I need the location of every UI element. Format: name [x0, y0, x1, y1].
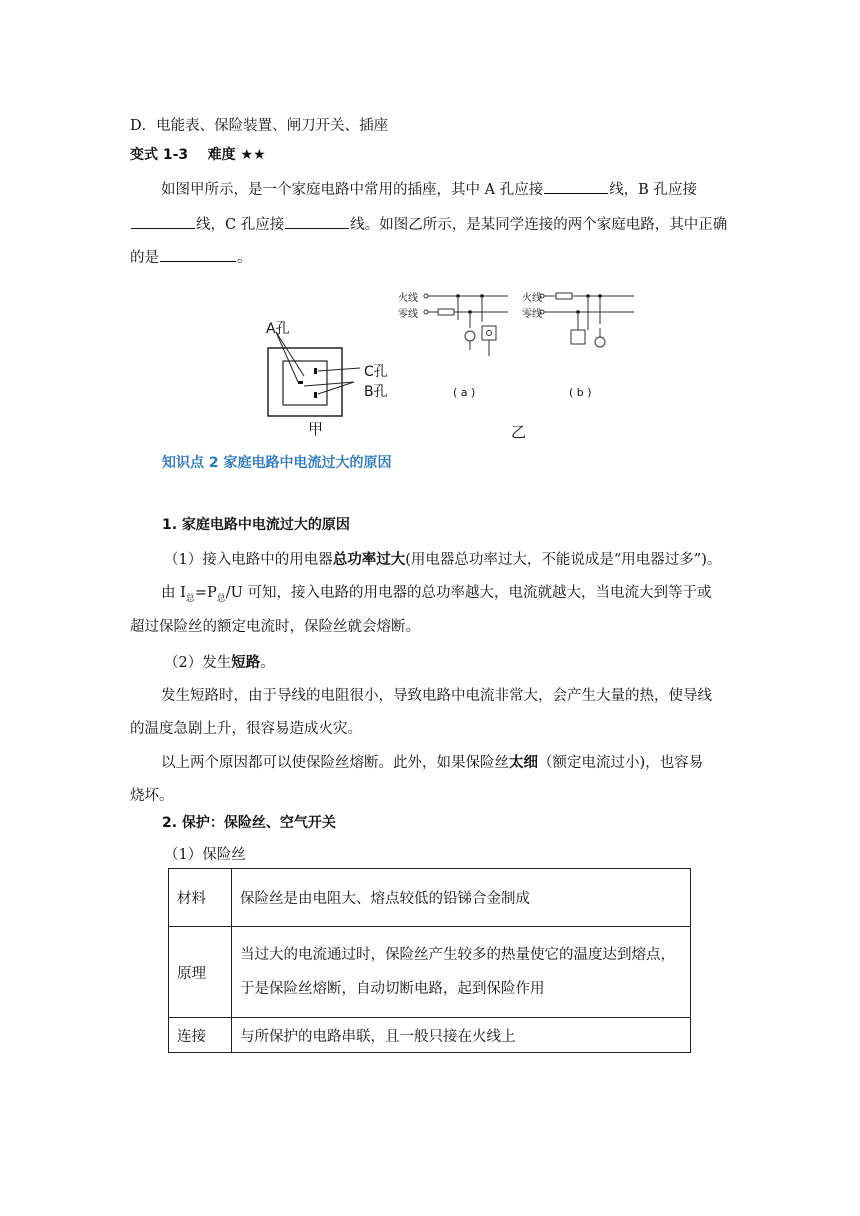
- socket-hole-b: [314, 392, 317, 398]
- table-value-line: 当过大的电流通过时，保险丝产生较多的热量使它的温度达到熔点，: [240, 947, 675, 963]
- table-value-line: 于是保险丝熔断，自动切断电路，起到保险作用: [240, 981, 545, 997]
- socket-hole-a: [298, 381, 303, 384]
- question-line-1: [161, 178, 697, 199]
- fuse: [438, 309, 454, 315]
- formula-line: [161, 581, 712, 604]
- both-note: （额定电流过小)，也容易: [538, 755, 704, 771]
- cause-1-keyword: 总功率过大: [332, 552, 406, 568]
- cause-1-text: （1）接入电路中的用电器: [164, 552, 333, 568]
- variant-label: 变式 1-3: [130, 147, 189, 163]
- blank-a: [544, 179, 608, 194]
- formula-continuation: 超过保险丝的额定电流时，保险丝就会熔断。: [130, 619, 420, 635]
- heading-2: 2. 保护：保险丝、空气开关: [162, 815, 336, 831]
- label-live-a: 火线: [398, 293, 418, 304]
- table-value: 保险丝是由电阻大、熔点较低的铅锑合金制成: [232, 869, 691, 927]
- label-sub-b: ( b ): [569, 386, 592, 399]
- cause-2-text: （2）发生: [164, 655, 232, 671]
- difficulty-label: 难度: [207, 147, 236, 163]
- short-circuit-line-1: 发生短路时，由于导线的电阻很小，导致电路中电流非常大，会产生大量的热，使导线: [161, 688, 712, 704]
- fuse: [556, 293, 572, 299]
- fuse-subheading: （1）保险丝: [164, 847, 246, 863]
- label-a-hole: A孔: [266, 321, 290, 337]
- formula-i: 由 I: [161, 585, 186, 601]
- caption-yi: 乙: [511, 423, 527, 441]
- fuse-table: [168, 868, 691, 1053]
- socket-b: [571, 330, 585, 344]
- blank-c: [285, 214, 349, 229]
- question-text: 线，C 孔应接: [196, 217, 285, 233]
- formula-sub-total: 总: [185, 593, 195, 604]
- option-d: D．电能表、保险装置、闸刀开关、插座: [130, 118, 389, 134]
- both-text: 以上两个原因都可以使保险丝熔断。此外，如果保险丝: [161, 755, 509, 771]
- pointer-a: [276, 332, 298, 382]
- circuit-a: [424, 294, 508, 356]
- difficulty-stars: ★★: [240, 147, 266, 163]
- socket-hole-c: [314, 368, 317, 374]
- label-b-hole: B孔: [364, 384, 388, 400]
- table-key: 连接: [169, 1018, 232, 1053]
- caption-jia: 甲: [308, 420, 324, 438]
- socket-inner-frame: [283, 361, 327, 405]
- blank-b: [131, 214, 195, 229]
- label-neutral-b: 零线: [522, 309, 542, 320]
- question-line-3: [130, 246, 252, 267]
- circuit-b: [540, 293, 634, 347]
- table-key: 材料: [169, 869, 232, 927]
- question-text: 如图甲所示，是一个家庭电路中常用的插座，其中 A 孔应接: [161, 182, 544, 198]
- pointer-a: [276, 332, 304, 376]
- blank-answer: [160, 247, 236, 262]
- label-c-hole: C孔: [364, 364, 388, 380]
- pointer-c: [318, 368, 360, 371]
- both-keyword: 太细: [509, 755, 538, 771]
- section-title: 知识点 2 家庭电路中电流过大的原因: [162, 455, 392, 471]
- lamp: [465, 331, 475, 341]
- formula-sub-total: 总: [216, 593, 226, 604]
- socket-a: [482, 326, 496, 340]
- table-row: [169, 1018, 691, 1053]
- cause-2-keyword: 短路: [231, 655, 261, 671]
- heading-1: 1. 家庭电路中电流过大的原因: [162, 517, 350, 533]
- lamp: [595, 337, 605, 347]
- cause-1-note: (用电器总功率过大，不能说成是“用电器过多”)。: [405, 552, 722, 568]
- short-circuit-line-2: 的温度急剧上升，很容易造成火灾。: [130, 721, 362, 737]
- formula-p: =P: [194, 585, 217, 601]
- cause-2: [164, 651, 275, 672]
- table-row: [169, 869, 691, 927]
- question-text: 的是: [130, 250, 159, 266]
- table-key: 原理: [169, 927, 232, 1018]
- question-text: 线。如图乙所示，是某同学连接的两个家庭电路，其中正确: [350, 217, 728, 233]
- formula-text: /U 可知，接入电路的用电器的总功率越大，电流就越大，当电流大到等于或: [225, 585, 712, 601]
- both-causes-line-2: 烧坏。: [130, 788, 174, 804]
- question-text: 。: [237, 250, 252, 266]
- label-live-b: 火线: [522, 293, 542, 304]
- label-neutral-a: 零线: [398, 309, 418, 320]
- both-causes-line-1: [161, 751, 703, 772]
- socket-outer-frame: [268, 348, 342, 416]
- cause-2-end: 。: [260, 655, 275, 671]
- question-line-2: [130, 213, 727, 234]
- table-value: [232, 927, 691, 1018]
- label-sub-a: ( a ): [453, 386, 476, 399]
- variant-heading: [130, 144, 266, 164]
- question-text: 线，B 孔应接: [609, 182, 697, 198]
- table-row: [169, 927, 691, 1018]
- circuit-diagram: [390, 284, 650, 404]
- cause-1: [164, 548, 721, 569]
- table-value: 与所保护的电路串联，且一般只接在火线上: [232, 1018, 691, 1053]
